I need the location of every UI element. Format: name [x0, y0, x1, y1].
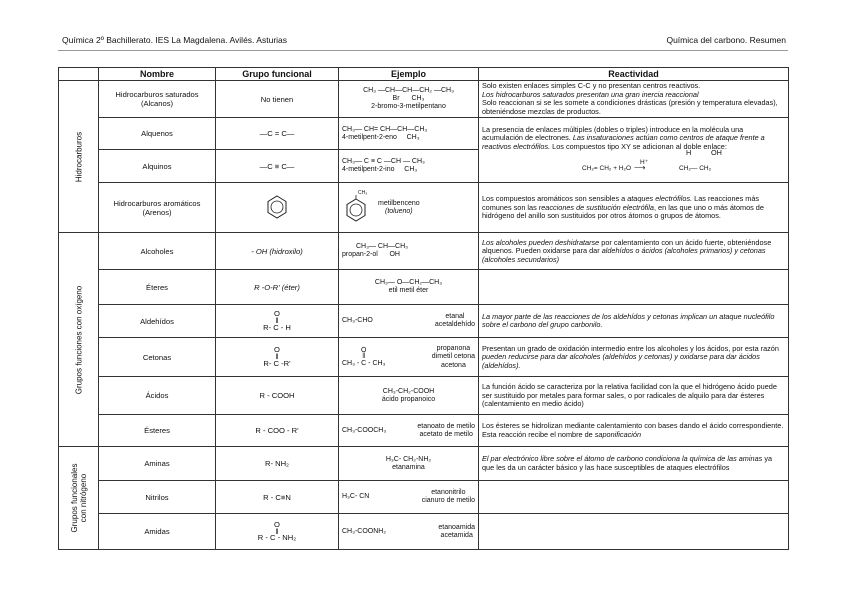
- col-nombre: Nombre: [99, 68, 216, 81]
- hydration-equation: H OH H⁺ CH₂= CH₂ + H₂O ⟶ CH₂— CH₂: [582, 148, 722, 173]
- name-alcoholes: Alcoholes: [99, 233, 216, 270]
- name-alquinos: Alquinos: [99, 150, 216, 183]
- group-nitrilos: R - C≡N: [216, 481, 339, 514]
- compound-name: 2-bromo-3-metilpentano: [371, 103, 446, 111]
- name-nitrilos: Nitrilos: [99, 481, 216, 514]
- react-eteres-empty: [479, 270, 789, 305]
- react-cetonas: Presentan un grado de oxidación intermedio entre los alcoholes y los ácidos, por esta razón pueden reducirse para dar alcoholes (aldehídos y cetonas) y oxidarse para dar ácidos (aldehídos).: [479, 338, 789, 377]
- group-cetonas: O ‖ R- C -R': [216, 338, 339, 377]
- react-nitrilos-empty: [479, 481, 789, 514]
- corner-cell: [59, 68, 99, 81]
- name-eteres: Éteres: [99, 270, 216, 305]
- group-arenos: [216, 183, 339, 233]
- group-acidos: R - COOH: [216, 377, 339, 415]
- group-alquinos: —C ≡ C—: [216, 150, 339, 183]
- group-hidrocarburos: Hidrocarburos: [59, 81, 99, 233]
- example-esteres: CH₃-COOCH₃ etanoato de metilo acetato de metilo: [339, 415, 479, 447]
- example-nitrilos: H₃C- CN etanonitrilo cianuro de metilo: [339, 481, 479, 514]
- group-alcanos: No tienen: [216, 81, 339, 118]
- name-alcanos: Hidrocarburos saturados (Alcanos): [99, 81, 216, 118]
- summary-table: [58, 67, 789, 550]
- react-aminas: El par electrónico libre sobre el átomo de carbono condiciona la química de las aminas ya que les da un carácter básico y las hace susceptibles de ataques electrófilos: [479, 447, 789, 481]
- react-acidos: La función ácido se caracteriza por la relativa facilidad con la que el hidrógeno ácido puede ser sustituido por metales para formar sales, o por radicales de alquilo para dar ésteres (calentamiento en medio ácido): [479, 377, 789, 415]
- table-header-row: [59, 68, 789, 81]
- table-row: [59, 377, 789, 415]
- react-amidas-empty: [479, 514, 789, 550]
- example-aminas: H₃C- CH₂-NH₂ etanamina: [339, 447, 479, 481]
- name-alquenos: Alquenos: [99, 118, 216, 150]
- group-esteres: R - COO - R': [216, 415, 339, 447]
- name-esteres: Ésteres: [99, 415, 216, 447]
- example-arenos: CH₃ metilbenceno (tolueno): [339, 183, 479, 233]
- benzene-ring-icon: [264, 194, 290, 220]
- arrow-icon: ⟶: [634, 163, 646, 173]
- example-acidos: CH₃-CH₂-COOH ácido propanoico: [339, 377, 479, 415]
- name-cetonas: Cetonas: [99, 338, 216, 377]
- col-reactividad: Reactividad: [479, 68, 789, 81]
- group-alcoholes: - OH (hidroxilo): [216, 233, 339, 270]
- react-esteres: Los ésteres se hidrolizan mediante calentamiento con bases dando el ácido correspondiente. Esta reacción recibe el nombre de saponificación: [479, 415, 789, 447]
- react-aldehidos: La mayor parte de las reacciones de los aldehídos y cetonas implican un ataque nucleófilo sobre el carbono del grupo carbonilo.: [479, 305, 789, 338]
- group-amidas: O ‖ R - C - NH₂: [216, 514, 339, 550]
- table-row: [59, 183, 789, 233]
- table-row: [59, 81, 789, 118]
- table-row: [59, 514, 789, 550]
- group-oxigeno: Grupos funciones con oxígeno: [59, 233, 99, 447]
- table-row: [59, 305, 789, 338]
- group-aminas: R- NH₂: [216, 447, 339, 481]
- name-arenos: Hidrocarburos aromáticos (Arenos): [99, 183, 216, 233]
- react-alcanos: Solo existen enlaces simples C-C y no presentan centros reactivos. Los hidrocarburos saturados presentan una gran inercia reaccional Solo reaccionan si se les somete a condiciones drásticas (presión y temperatura elevadas), obteniéndose mezclas de productos.: [479, 81, 789, 118]
- example-alcoholes: CH₃— CH—CH₃ propan-2-ol OH: [339, 233, 479, 270]
- table-row: [59, 233, 789, 270]
- header-rule: [58, 50, 788, 51]
- example-alcanos: [339, 81, 479, 118]
- example-eteres: CH₃— O—CH₂—CH₃ etil metil éter: [339, 270, 479, 305]
- group-alquenos: —C = C—: [216, 118, 339, 150]
- example-amidas: CH₃-COONH₂ etanoamida acetamida: [339, 514, 479, 550]
- col-grupo-funcional: Grupo funcional: [216, 68, 339, 81]
- react-alcoholes: Los alcoholes pueden deshidratarse por calentamiento con un ácido fuerte, obteniéndose alquenos. Pueden oxidarse para dar aldehídos o ácidos (alcoholes primarios) y cetonas (alcoholes secundarios): [479, 233, 789, 270]
- example-aldehidos: CH₃-CHO etanal acetaldehído: [339, 305, 479, 338]
- formula-branch: Br CH₃: [392, 95, 425, 103]
- group-aldehidos: O ‖ R- C - H: [216, 305, 339, 338]
- group-nitrogeno: Grupos funcionales con nitrógeno: [59, 447, 99, 550]
- table-row: [59, 338, 789, 377]
- example-alquenos: CH₃— CH= CH—CH—CH₃ 4-metilpent-2-eno CH₃: [339, 118, 479, 150]
- example-cetonas: O ‖ CH₃ - C - CH₃ propanona dimetil cetona acetona: [339, 338, 479, 377]
- example-alquinos: CH₃— C ≡ C —CH — CH₃ 4-metilpent-2-ino CH₃: [339, 150, 479, 183]
- group-eteres: R -O-R' (éter): [216, 270, 339, 305]
- col-ejemplo: Ejemplo: [339, 68, 479, 81]
- table-row: [59, 447, 789, 481]
- name-acidos: Ácidos: [99, 377, 216, 415]
- formula: CH₃ —CH—CH—CH₂ —CH₃: [363, 86, 454, 94]
- react-insaturados: La presencia de enlaces múltiples (dobles o triples) introduce en la molécula una acumulación de electrones. Las insaturaciones actúan como centros de ataque frente a reactivos electrófilos. Los compuestos tipo XY se adicionan al doble enlace: H OH H⁺ CH₂= CH₂ + H₂O ⟶ CH₂— CH₂: [479, 118, 789, 183]
- table-row: [59, 118, 789, 150]
- header-left: Química 2º Bachillerato. IES La Magdalena. Avilés. Asturias: [62, 35, 288, 45]
- header-right: Química del carbono. Resumen: [666, 35, 786, 45]
- name-aminas: Aminas: [99, 447, 216, 481]
- table-row: [59, 415, 789, 447]
- table-row: [59, 270, 789, 305]
- react-arenos: Los compuestos aromáticos son sensibles a ataques electrófilos. Las reacciones más comunes son las reacciones de sustitución electrófila, en las que uno o más átomos de hidrógeno del anillo son sustituidos por otros átomos o grupos de átomos.: [479, 183, 789, 233]
- table-row: [59, 481, 789, 514]
- name-aldehidos: Aldehídos: [99, 305, 216, 338]
- toluene-ring-icon: [342, 195, 370, 225]
- name-amidas: Amidas: [99, 514, 216, 550]
